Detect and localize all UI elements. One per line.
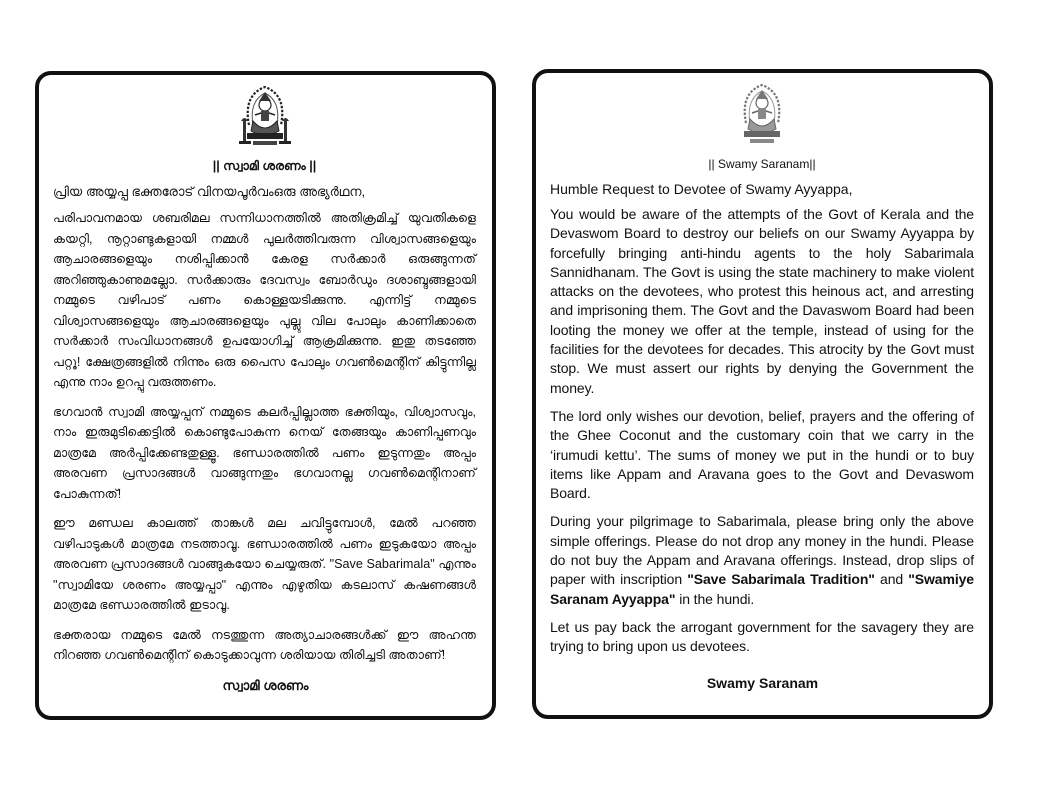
paragraph-1: പരിപാവനമായ ശബരിമല സന്നിധാനത്തിൽ അതിക്രമിച്ച് യുവതികളെ കയറ്റി, നൂറ്റാണ്ടുകളായി നമ്മൾ പുലർത്തിവരുന്ന വിശ്വാസങ്ങളെയും ആചാരങ്ങളെയും നശിപ്പിക്കാൻ കേരള സർക്കാർ ഒരുങ്ങുന്നത് അറിഞ്ഞുകാണുമല്ലോ. സർക്കാരും ദേവസ്വം ബോർഡും ദശാബ്ദങ്ങളായി നമ്മുടെ വഴിപാട് പണം കൊള്ളയടിക്കുന്നു. എന്നിട്ട് നമ്മുടെ വിശ്വാസങ്ങളെയും ആചാരങ്ങളെയും പുല്ലു വില പോലും കാണിക്കാതെ സർക്കാർ സംവിധാനങ്ങൾ ഉപയോഗിച്ച് ആക്രമിക്കുന്നു. ഇതു തടഞ്ഞേ പറ്റൂ! ക്ഷേത്രങ്ങളിൽ നിന്നും ഒരു പൈസ പോലും ഗവൺമെന്റിന് കിട്ടുന്നില്ല എന്നു നാം ഉറപ്പു വരുത്തണം. (53, 211, 476, 389)
greeting: Humble Request to Devotee of Swamy Ayyappa, (550, 181, 853, 197)
paragraph-3-tail: in the hundi. (675, 590, 755, 607)
paragraph-3-text: During your pilgrimage to Sabarimala, please bring only the above simple offerings. Please do not drop any money in the hundi. Please do not buy the Appam and Aravana offerings. Instead, drop slips of paper with inscription (550, 513, 974, 588)
sign-off: സ്വാമി ശരണം (222, 678, 309, 693)
emblem-container (550, 79, 974, 155)
inscription-swamiye-saranam: "Swamiye Saranam Ayyappa" (550, 571, 974, 607)
paragraph-3: ഈ മണ്ഡല കാലത്ത് താങ്കൾ മല ചവിട്ടുമ്പോൾ, മേൽ പറഞ്ഞ വഴിപാടുകൾ മാത്രമേ നടത്താവൂ. ഭണ്ഡാരത്തിൽ പണം ഇടുകയോ അപ്പം അരവണ പ്രസാദങ്ങൾ വാങ്ങുകയോ ചെയ്യരുത്. "Save Sabarimala" എന്നും "സ്വാമിയേ ശരണം അയ്യപ്പാ" എന്നും എഴുതിയ കടലാസ് കഷണങ്ങൾ മാത്രമേ ഭണ്ഡാരത്തിൽ ഇടാവൂ. (53, 516, 476, 612)
ayyappa-deity-emblem-icon (732, 79, 792, 155)
paragraph-3 (550, 512, 974, 608)
paragraph-1: You would be aware of the attempts of the Govt of Kerala and the Devaswom Board to destroy our beliefs on our Swamy Ayyappa by forcefully bringing anti-hindu agents to the holy Sabarimala Sannidhanam. The Govt is using the state machinery to make violent attacks on the devotees, who protest this heinous act, and arresting and imprisoning them. The Govt and the Davaswom Board had been looting the money we offer at the temple, instead of using for the facilities for the devotees for decades. This atrocity by the Govt must stop. We must assert our rights by denying the Government the money. (550, 206, 974, 396)
paragraph-2: ഭഗവാൻ സ്വാമി അയ്യപ്പന് നമ്മുടെ കലർപ്പില്ലാത്ത ഭക്തിയും, വിശ്വാസവും, നാം ഇരുമുടിക്കെട്ടിൽ കൊണ്ടുപോകുന്ന നെയ് തേങ്ങയും കാണിപ്പണവും മാത്രമേ അർപ്പിക്കേണ്ടതുള്ളൂ. ഭണ്ഡാരത്തിൽ പണം ഇടുന്നതും അപ്പം അരവണ പ്രസാദങ്ങൾ വാങ്ങുന്നതും ഭഗവാനല്ല ഗവൺമെന്റിനാണ് പോകുന്നത്! (53, 404, 476, 501)
paragraph-4: ഭക്തരായ നമ്മുടെ മേൽ നടത്തുന്ന അത്യാചാരങ്ങൾക്ക് ഈ അഹന്ത നിറഞ്ഞ ഗവൺമെന്റിന് കൊടുക്കാവുന്ന ശരിയായ തിരിച്ചടി അതാണ്! (53, 627, 476, 662)
paragraph-4: Let us pay back the arrogant government for the savagery they are trying to bring upon us devotees. (550, 618, 974, 655)
salutation: || Swamy Saranam|| (708, 157, 816, 171)
salutation: || സ്വാമി ശരണം || (212, 159, 317, 173)
greeting: പ്രിയ അയ്യപ്പ ഭക്തരോട് വിനയപൂർവംഒരു അഭ്യർഥന, (53, 184, 366, 199)
paragraph-3-and: and (874, 571, 909, 588)
inscription-save-sabarimala: "Save Sabarimala Tradition" (687, 571, 875, 588)
paragraph-2: The lord only wishes our devotion, belief, prayers and the offering of the Ghee Coconut and the customary coin that we carry in the ‘irumudi kettu’. The sums of money we put in the hundi or to buy items like Appam and Aravana goes to the Govt and Devaswom Board. (550, 407, 974, 502)
malayalam-notice-panel (35, 71, 496, 720)
emblem-container (53, 81, 476, 157)
ayyappa-deity-emblem-icon (235, 81, 295, 157)
sign-off: Swamy Saranam (706, 675, 819, 691)
english-notice-panel (532, 69, 993, 719)
